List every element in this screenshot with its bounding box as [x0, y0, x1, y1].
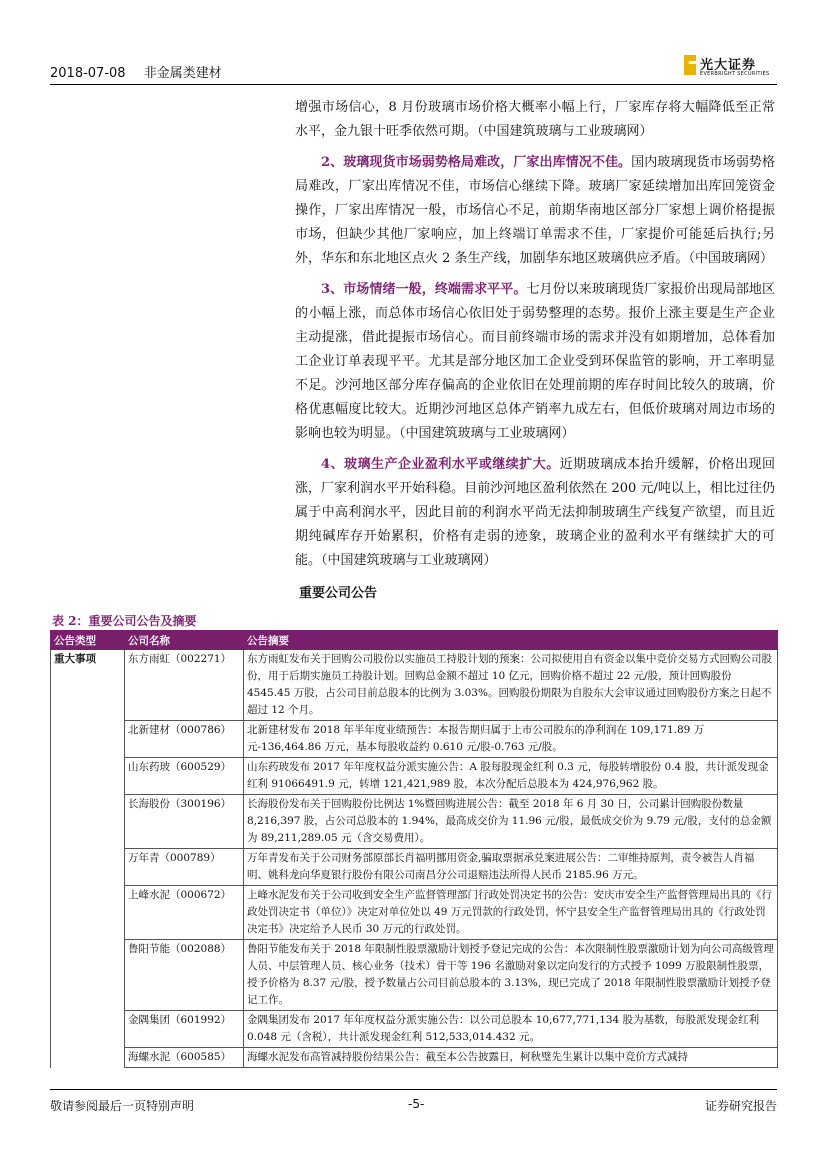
page-number: -5-	[408, 1097, 425, 1111]
sector-name: 非金属类建材	[143, 66, 222, 81]
paragraph-heading: 4、玻璃生产企业盈利水平或继续扩大。	[321, 457, 560, 472]
announcement-summary: 万年青发布关于公司财务部原部长肖福明挪用资金,骗取票据承兑案进展公告：二审维持原判，责令被告人肖福明、姚科龙向华夏银行股份有限公司南昌分公司退赔违法所得人民币 2185.96 万元。	[244, 849, 778, 886]
column-header: 公司名称	[125, 631, 244, 650]
company-name: 东方雨虹（002271）	[125, 650, 244, 721]
paragraph: 增强市场信心，8 月份玻璃市场价格大概率小幅上行，厂家库存将大幅降低至正常水平，金九银十旺季依然可期。（中国建筑玻璃与工业玻璃网）	[295, 100, 775, 139]
announcement-summary: 海螺水泥发布高管减持股份结果公告：截至本公告披露日，柯秋璧先生累计以集中竞价方式减持	[244, 1048, 778, 1068]
paragraph	[295, 151, 775, 271]
disclaimer-note: 敬请参阅最后一页特别声明	[50, 1099, 195, 1113]
company-name: 上峰水泥（000672）	[125, 886, 244, 940]
company-name: 海螺水泥（600585）	[125, 1048, 244, 1068]
table-row	[51, 849, 778, 886]
announcement-summary: 鲁阳节能发布关于 2018 年限制性股票激励计划授予登记完成的公告：本次限制性股票激励计划为向公司高级管理人员、中层管理人员、核心业务（技术）骨干等 196 名激励对象以定向发行的方式授予 1099 万股限制性股票，授予价格为 8.37 元/股，授予数量占公司目前总股本的 3.13%，现已完成了 2018 年限制性股票激励计划授予登记工作。	[244, 940, 778, 1011]
announcement-summary: 东方雨虹发布关于回购公司股份以实施员工持股计划的预案：公司拟使用自有资金以集中竞价交易方式回购公司股份，用于后期实施员工持股计划。回购总金额不超过 10 亿元，回购价格不超过 22 元/股，预计回购股份 4545.45 万股，占公司目前总股本的比例为 3.03%。回购股份期限为自股东大会审议通过回购股份方案之日起不超过 12 个月。	[244, 650, 778, 721]
announcement-summary: 长海股份发布关于回购股份比例达 1%暨回购进展公告：截至 2018 年 6 月 30 日，公司累计回购股份数量 8,216,397 股，占公司总股本的 1.94%，最高成交价为 11.96 元/股，最低成交价为 9.79 元/股，支付的总金额为 89,211,289.05 元（含交易费用）。	[244, 795, 778, 849]
company-name: 山东药玻（600529）	[125, 758, 244, 795]
paragraph-heading: 2、玻璃现货市场弱势格局难改，厂家出库情况不佳。	[321, 155, 632, 170]
company-name: 鲁阳节能（002088）	[125, 940, 244, 1011]
paragraph-body: 七月份以来玻璃现货厂家报价出现局部地区的小幅上涨，而总体市场信心依旧处于弱势整理的态势。报价上涨主要是生产企业主动提涨，借此提振市场信心。而目前终端市场的需求并没有如期增加，总体看加工企业订单表现平平。尤其是部分地区加工企业受到环保监管的影响，开工率明显不足。沙河地区部分库存偏高的企业依旧在处理前期的库存时间比较久的玻璃，价格优惠幅度比较大。近期沙河地区总体产销率九成左右，但低价玻璃对周边市场的影响也较为明显。（中国建筑玻璃与工业玻璃网）	[295, 282, 775, 441]
table-row	[51, 940, 778, 1011]
logo-mark-icon	[684, 55, 696, 75]
column-header: 公告类型	[51, 631, 125, 650]
announcement-type: 重大事项	[51, 650, 125, 1068]
table-row	[51, 1011, 778, 1048]
company-name: 万年青（000789）	[125, 849, 244, 886]
table-header-row	[51, 631, 778, 650]
main-text	[295, 96, 775, 580]
table-row	[51, 886, 778, 940]
announcement-summary: 金隅集团发布 2017 年年度权益分派实施公告：以公司总股本 10,677,771,134 股为基数，每股派发现金红利 0.048 元（含税），共计派发现金红利 512,533,014.432 元。	[244, 1011, 778, 1048]
table-row	[51, 795, 778, 849]
announcements-table	[50, 630, 778, 1068]
announcement-summary: 北新建材发布 2018 年半年度业绩预告：本报告期归属于上市公司股东的净利润在 109,171.89 万元-136,464.86 万元，基本每股收益约 0.610 元/股-0.763 元/股。	[244, 721, 778, 758]
company-name: 金隅集团（601992）	[125, 1011, 244, 1048]
paragraph	[295, 453, 775, 573]
broker-logo	[684, 55, 779, 79]
paragraph-body: 国内玻璃现货市场弱势格局难改，厂家出库情况不佳，市场信心继续下降。玻璃厂家延续增加出库回笼资金操作，厂家出库情况一般，市场信心不足，前期华南地区部分厂家想上调价格提振市场，但缺少其他厂家响应，加上终端订单需求不佳，厂家提价可能延后执行;另外，华东和东北地区点火 2 条生产线，加剧华东地区玻璃供应矛盾。（中国玻璃网）	[295, 155, 775, 266]
footer-divider	[50, 1089, 777, 1090]
announcement-summary: 上峰水泥发布关于公司收到安全生产监督管理部门行政处罚决定书的公告：安庆市安全生产监督管理局出具的《行政处罚决定书（单位）》决定对单位处以 49 万元罚款的行政处罚，怀宁县安全生产监督管理局出具的《行政处罚决定书》决定给予人民币 30 万元的行政处罚。	[244, 886, 778, 940]
header-divider	[50, 84, 777, 85]
paragraph-heading: 3、市场情绪一般，终端需求平平。	[321, 282, 527, 297]
table-row	[51, 650, 778, 721]
table-row	[51, 1048, 778, 1068]
column-header: 公告摘要	[244, 631, 778, 650]
table-row	[51, 758, 778, 795]
announcement-summary: 山东药玻发布 2017 年年度权益分派实施公告：A 股每股现金红利 0.3 元，每股转增股份 0.4 股，共计派发现金红利 91066491.9 元，转增 121,421,989 股，本次分配后总股本为 424,976,962 股。	[244, 758, 778, 795]
logo-english: EVERBRIGHT SECURITIES	[700, 71, 770, 77]
paragraph-body: 近期玻璃成本抬升缓解，价格出现回涨，厂家利润水平开始科稳。目前沙河地区盈利依然在 200 元/吨以上，相比过往仍属于中高利润水平，因此目前的利润水平尚无法抑制玻璃生产线复产欲望，而且近期纯碱库存开始累积，价格有走弱的迹象，玻璃企业的盈利水平有继续扩大的可能。（中国建筑玻璃与工业玻璃网）	[295, 457, 775, 568]
report-date: 2018-07-08	[50, 66, 126, 81]
company-name: 长海股份（300196）	[125, 795, 244, 849]
logo-name: 光大证券	[700, 58, 757, 73]
report-type: 证券研究报告	[704, 1099, 777, 1113]
paragraph	[295, 278, 775, 446]
section-title: 重要公司公告	[299, 586, 378, 601]
header-text	[50, 62, 236, 81]
company-name: 北新建材（000786）	[125, 721, 244, 758]
table-row	[51, 721, 778, 758]
table-title: 表 2：重要公司公告及摘要	[52, 614, 197, 628]
